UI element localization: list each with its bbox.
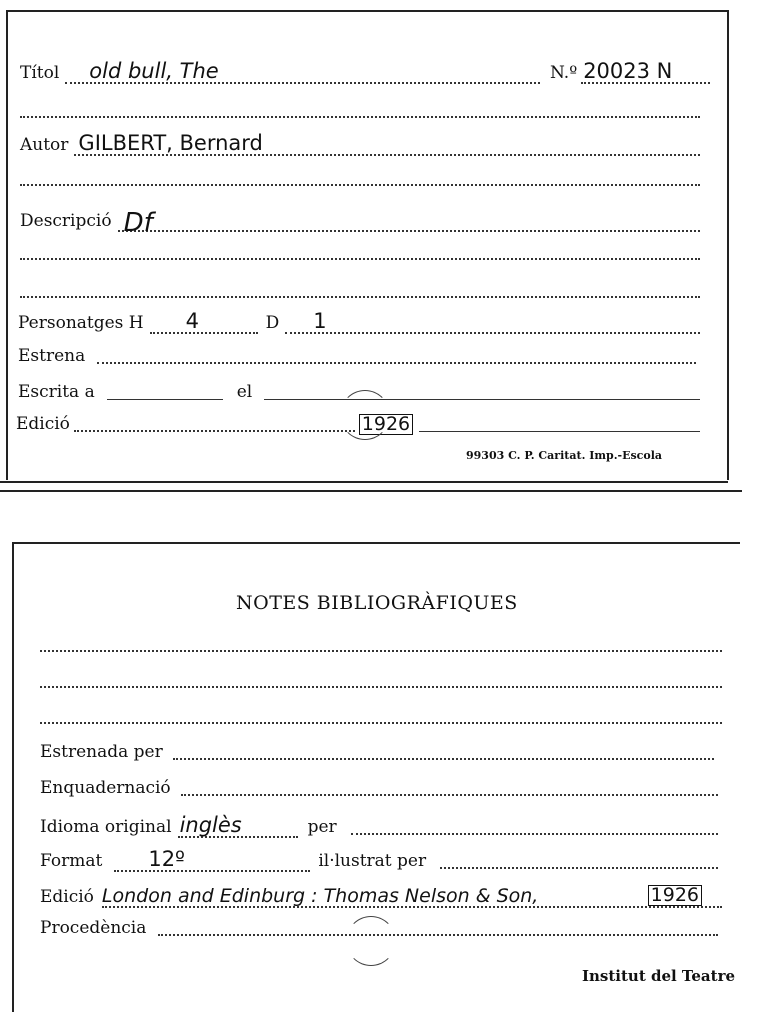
personatges-d-label: D	[265, 313, 280, 333]
descripcio-row	[20, 200, 700, 238]
autor-value: GILBERT, Bernard	[78, 131, 263, 155]
card-top-edge	[6, 10, 728, 12]
idioma-row	[40, 810, 722, 838]
card-left-edge	[6, 10, 8, 480]
personatges-d-value: 1	[313, 309, 327, 333]
estrena-label: Estrena	[18, 346, 86, 366]
personatges-row	[18, 306, 700, 334]
illustrat-label: il·lustrat per	[318, 851, 427, 871]
estrenada-label: Estrenada per	[40, 742, 163, 762]
numero-value: 20023 N	[583, 59, 673, 83]
notes-line-3	[40, 722, 722, 724]
printer-imprint: 99303 C. P. Caritat. Imp.-Escola	[466, 449, 663, 462]
format-label: Format	[40, 851, 103, 871]
back-edicio-row	[40, 878, 722, 908]
numero-label: N.º	[550, 63, 578, 83]
card-right-edge	[727, 10, 729, 480]
estrena-row	[18, 348, 700, 367]
titol-value: old bull, The	[89, 59, 219, 83]
catalog-card-front	[0, 0, 759, 495]
back-left-edge	[12, 542, 14, 1012]
back-top-edge	[12, 542, 740, 544]
escrita-el-label: el	[236, 382, 253, 402]
edicio-label: Edició	[16, 414, 70, 434]
autor-row	[20, 128, 700, 156]
descripcio-value: Df	[123, 208, 153, 238]
enquadernacio-row	[40, 780, 722, 799]
titol-row	[20, 56, 540, 84]
personatges-label: Personatges H	[18, 313, 144, 333]
descripcio-label: Descripció	[20, 211, 112, 231]
notes-line-1	[40, 650, 722, 652]
notes-title: NOTES BIBLIOGRÀFIQUES	[236, 592, 518, 614]
idioma-per-label: per	[307, 817, 337, 837]
titol-extra-line	[20, 116, 700, 118]
card-bottom-edge	[0, 481, 728, 483]
autor-extra-line	[20, 184, 700, 186]
escrita-label: Escrita a	[18, 382, 95, 402]
idioma-value: inglès	[179, 813, 242, 837]
numero-row	[550, 56, 710, 84]
autor-label: Autor	[20, 135, 69, 155]
format-value: 12º	[148, 847, 185, 871]
estrenada-row	[40, 744, 718, 763]
card-bottom-shadow	[0, 490, 742, 492]
institute-imprint: Institut del Teatre	[582, 967, 736, 985]
enquadernacio-label: Enquadernació	[40, 778, 171, 798]
format-row	[40, 844, 722, 872]
procedencia-label: Procedència	[40, 918, 147, 938]
punch-hole-mark	[340, 390, 390, 440]
descripcio-line-2	[20, 258, 700, 260]
personatges-h-value: 4	[185, 309, 200, 333]
edicio-value: 1926	[359, 414, 413, 435]
titol-label: Títol	[20, 63, 60, 83]
back-punch-hole-mark	[346, 916, 396, 966]
back-edicio-label: Edició	[40, 887, 94, 907]
back-edicio-value: London and Edinburg : Thomas Nelson & Son,	[101, 885, 539, 907]
catalog-card-back	[0, 540, 759, 1028]
notes-line-2	[40, 686, 722, 688]
descripcio-line-3	[20, 296, 700, 298]
back-edicio-year: 1926	[648, 885, 702, 906]
idioma-label: Idioma original	[40, 817, 172, 837]
